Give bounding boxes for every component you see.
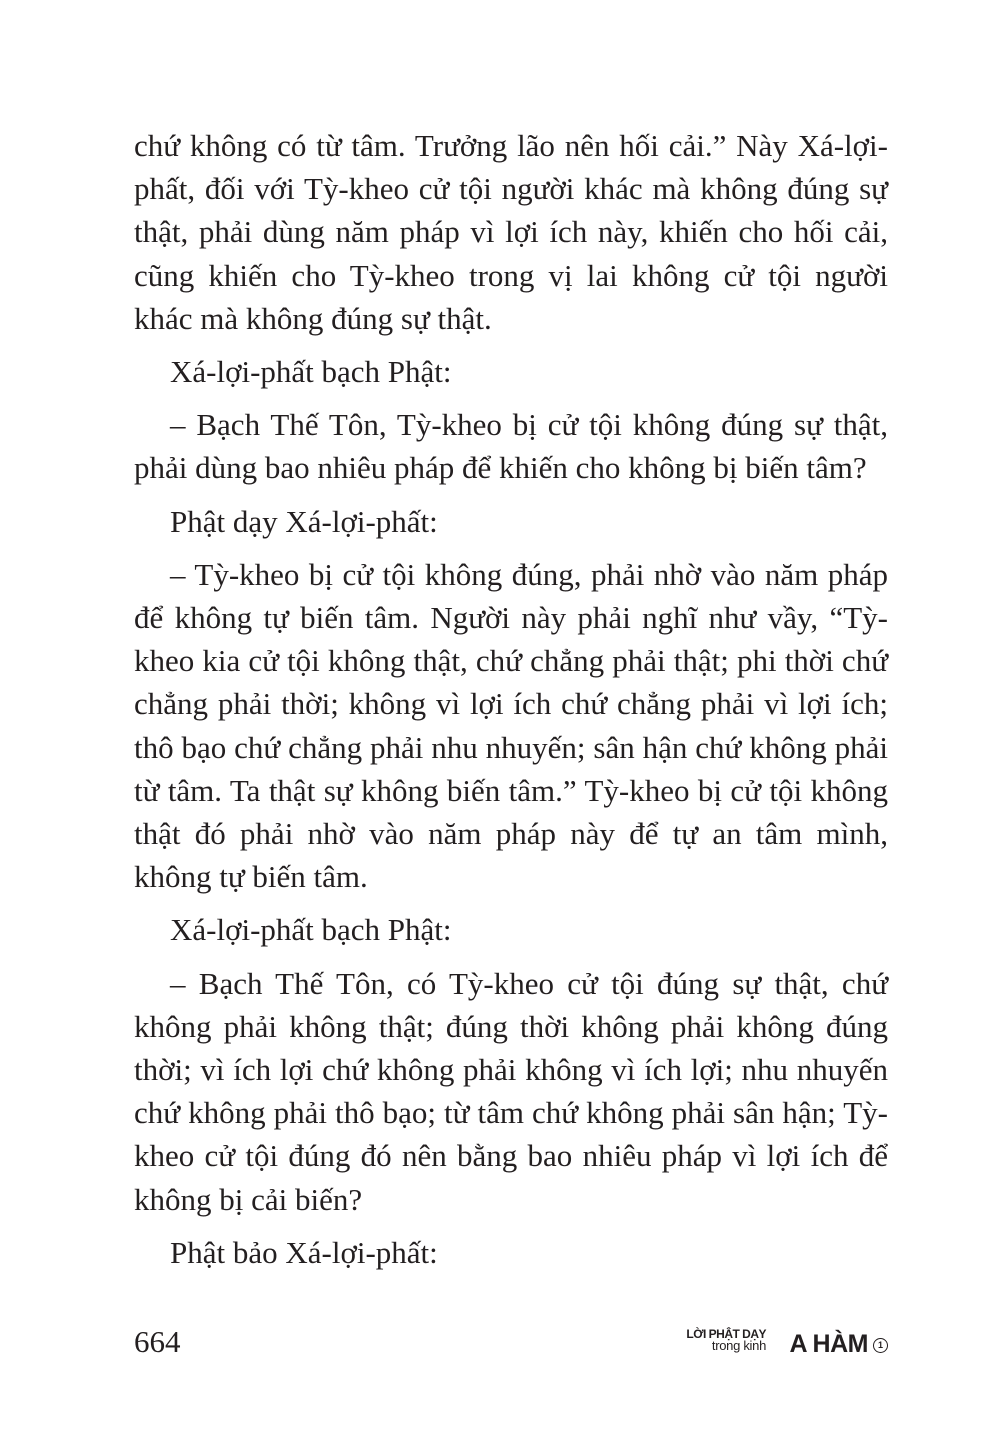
paragraph-answer: – Tỳ-kheo bị cử tội không đúng, phải nhờ vào năm pháp để không tự biến tâm. Người này phải nghĩ như vầy, “Tỳ-kheo kia cử tội không thật, chứ chẳng phải thật; phi thời chứ chẳng phải thời; không vì lợi ích chứ chẳng phải vì lợi ích; thô bạo chứ chẳng phải nhu nhuyến; sân hận chứ không phải từ tâm. Ta thật sự không biến tâm.” Tỳ-kheo bị cử tội không thật đó phải nhờ vào năm pháp này để tự an tâm mình, không tự biến tâm. [134, 556, 888, 895]
paragraph-speaker-buddha: Phật dạy Xá-lợi-phất: [170, 503, 438, 539]
logo-line-top: LỜI PHẬT DẠY [686, 1327, 766, 1341]
paragraph-speaker-buddha-2: Phật bảo Xá-lợi-phất: [170, 1234, 438, 1270]
logo-title: A HÀM [789, 1330, 868, 1358]
paragraph-speaker-sariputta: Xá-lợi-phất bạch Phật: [170, 354, 452, 390]
paragraph-speaker-sariputta-2: Xá-lợi-phất bạch Phật: [170, 912, 452, 948]
page-footer [134, 1322, 888, 1370]
page-body [134, 124, 888, 1284]
paragraph-continuation: chứ không có từ tâm. Trưởng lão nên hối cải.” Này Xá-lợi-phất, đối với Tỳ-kheo cử tội người khác mà không đúng sự thật, phải dùng năm pháp vì lợi ích này, khiến cho hối cải, cũng khiến cho Tỳ-kheo trong vị lai không cử tội người khác mà không đúng sự thật. [134, 128, 888, 336]
paragraph-question: – Bạch Thế Tôn, Tỳ-kheo bị cử tội không đúng sự thật, phải dùng bao nhiêu pháp để khiến cho không bị biến tâm? [134, 407, 888, 486]
paragraph-question-2: – Bạch Thế Tôn, có Tỳ-kheo cử tội đúng sự thật, chứ không phải không thật; đúng thời không phải không đúng thời; vì ích lợi chứ không phải không vì ích lợi; nhu nhuyến chứ không phải thô bạo; từ tâm chứ không phải sân hận; Tỳ-kheo cử tội đúng đó nên bằng bao nhiêu pháp vì lợi ích để không bị cải biến? [134, 965, 888, 1217]
page-number: 664 [134, 1324, 181, 1359]
logo-line-bottom: trong kinh [711, 1338, 766, 1353]
volume-badge: 1 [873, 1338, 888, 1353]
